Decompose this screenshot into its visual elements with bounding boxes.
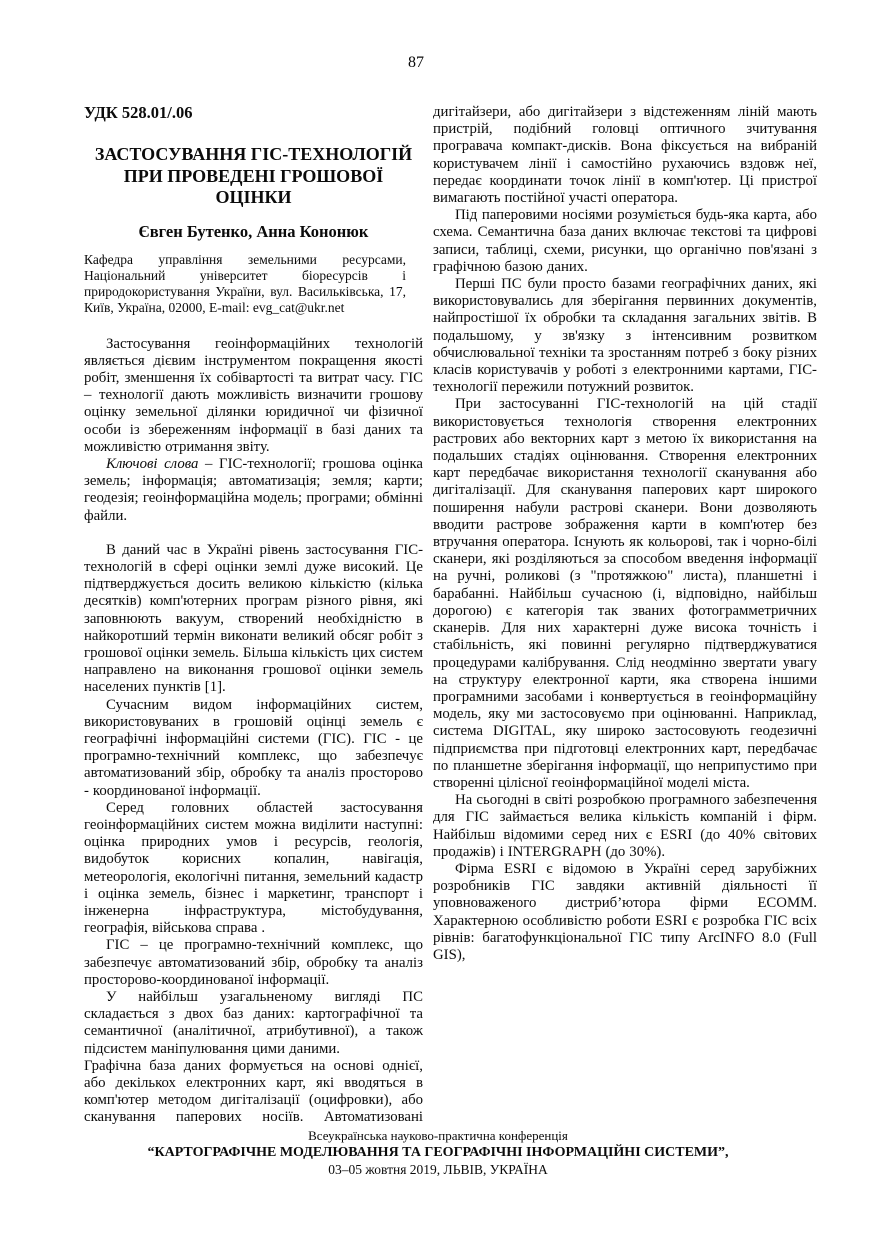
conference-date-location: 03–05 жовтня 2019, ЛЬВІВ, УКРАЇНА bbox=[328, 1162, 548, 1177]
body-paragraph: Фірма ESRI є відомою в Україні серед зарубіжних розробників ГІС завдяки активній діяльності її уповноваженого дистриб’ютора фірми ECOMM. Характерною особливістю роботи ESRI є розробка ГІС всіх рівнів: багатофункціональної ГІС типу ArcINFO 8.0 (Full GIS), bbox=[433, 860, 817, 963]
conference-name: Всеукраїнська науково-практична конференція bbox=[308, 1128, 568, 1143]
body-paragraph: ГІС – це програмно-технічний комплекс, що забезпечує автоматизований збір, обробку та аналіз просторово-координованої інформації. bbox=[84, 937, 423, 988]
body-paragraph: При застосуванні ГІС-технологій на цій стадії використовується технологія створення електронних растрових або векторних карт з метою їх використання на подальших стадіях оцінювання. Створення електронних карт передбачає використання технології сканування або дигіталізації. Для сканування паперових карт широкого поширення набули растрові сканери. Вони дозволяють вводити растрове зображення карти в комп'ютер без втручання оператора. Існують як кольорові, так і чорно-білі сканери, які розділяються за способом введення інформації на ручні, роликові (з "протяжкою" листа), планшетні і барабанні. Найбільш сучасною (і, відповідно, найбільш дорогою) є категорія так званих фотограмметричних сканерів. Для них характерні дуже висока точність і стабільність, які повинні регулярно підтверджуватися процедурами калібрування. Слід неодмінно звертати увагу на структуру електронної карти, яка створена іншими програмними засобами і конвертується в геоінформаційну модель, яку ми застосовуємо при оцінюванні. Наприклад, система DIGITAL, яку широко застосовують геодезичні підприємства при підготовці електронних карт, передбачає по планшетне зберігання інформації, що неприпустимо при створенні цілісної геоінформаційної моделі міста. bbox=[433, 396, 817, 791]
body-paragraph: Серед головних областей застосування геоінформаційних систем можна виділити наступні: оцінка природних умов і ресурсів, геологія, видобуток корисних копалин, навігація, метеорологія, екологічні питання, земельний кадастр і оцінка земель, бізнес і маркетинг, транспорт і інженерна інфраструктура, містобудування, географія, військова справа . bbox=[84, 799, 423, 937]
paper-title: ЗАСТОСУВАННЯ ГІС-ТЕХНОЛОГІЙ ПРИ ПРОВЕДЕНІ ГРОШОВОЇ ОЦІНКИ bbox=[94, 144, 413, 207]
authors: Євген Бутенко, Анна Кононюк bbox=[138, 221, 369, 241]
left-column bbox=[84, 103, 423, 1127]
abstract-paragraph: Застосування геоінформаційних технологій являється дієвим інструментом покращення якості робіт, зменшення їх собівартості та витрат часу. ГІС – технології дають можливість визначити грошову оцінку земельної ділянки юридичної чи фізичної особи із збереженням інформації в базі даних та можливістю отримання звіту. bbox=[84, 335, 423, 455]
page-number: 87 bbox=[408, 54, 424, 71]
conference-title: “КАРТОГРАФІЧНЕ МОДЕЛЮВАННЯ ТА ГЕОГРАФІЧНІ ІНФОРМАЦІЙНІ СИСТЕМИ”, bbox=[147, 1145, 729, 1160]
keywords-list: – ГІС-технології; грошова оцінка земель; інформація; автоматизація; земля; карти; геодезія; геоінформаційна модель; програми; обмінні файли. bbox=[84, 455, 423, 524]
affiliation: Кафедра управління земельними ресурсами, Національний університет біоресурсів і природокористування України, вул. Васильківська, 17, Київ, Україна, 02000, E-mail: evg_cat@ukr.net bbox=[84, 251, 406, 315]
body-paragraph: Перші ПС були просто базами географічних даних, які використовувались для зберігання первинних документів, найпростішої їх обробки та складання загальних звітів. В подальшому, у зв'язку з інтенсивним розвитком обчислювальної техніки та зростанням потреб з боку різних класів користувачів у роботі з електронними картами, ГІС-технології пережили потужний розвиток. bbox=[433, 276, 817, 396]
body-paragraph: На сьогодні в світі розробкою програмного забезпечення для ГІС займається велика кількість компаній і фірм. Найбільш відомими серед них є ESRI (до 40% світових продажів) і INTERGRAPH (до 30%). bbox=[433, 792, 817, 860]
udc-code: УДК 528.01/.06 bbox=[84, 103, 193, 122]
body-paragraph: дигітайзери, або дигітайзери з відстеженням ліній мають пристрій, подібний головці оптичного зчитування програвача компакт-дисків. Вона фіксується на вибраній користувачем лінії і самостійно рухаючись вздовж неї, передає координати точок лінії в комп'ютер. Ці пристрої вимагають постійної участі оператора. bbox=[433, 104, 817, 207]
body-paragraph: В даний час в Україні рівень застосування ГІС-технологій в сфері оцінки землі дуже високий. Це підтверджується досить великою кількістю (кілька десятків) комп'ютерних програм різного рівня, які заповнюють вакуум, створений необхідністю в найкоротший термін виконати великий обсяг робіт з грошової оцінки земель. Більша кількість цих систем направлено на виконання грошової оцінки земель населених пунктів [1]. bbox=[84, 541, 423, 696]
body-paragraph: Графічна база даних формується на основі однієї, або декількох електронних карт, які вводяться в комп'ютер методом дигіталізації (оцифровки), або сканування паперових носіїв. Автоматизовані bbox=[84, 1057, 423, 1126]
body-paragraph: Сучасним видом інформаційних систем, використовуваних в грошовій оцінці земель є географічні інформаційні системи (ГІС). ГІС - це програмно-технічний комплекс, що забезпечує автоматизований збір, обробку та аналіз просторово - координованої інформації. bbox=[84, 696, 423, 799]
keywords-paragraph bbox=[84, 456, 423, 525]
body-paragraph: У найбільш узагальненому вигляді ПС складається з двох баз даних: картографічної та семантичної (аналітичної, атрибутивної), а також підсистем маніпулювання цими даними. bbox=[84, 989, 423, 1057]
right-column bbox=[433, 104, 817, 964]
keywords-label: Ключові слова bbox=[106, 455, 199, 472]
footer-conference-block bbox=[0, 1128, 876, 1178]
body-paragraph: Під паперовими носіями розуміється будь-яка карта, або схема. Семантична база даних включає текстові та цифрові записи, таблиці, схеми, рисунки, що органічно пов'язані з графічною базою даних. bbox=[433, 207, 817, 275]
